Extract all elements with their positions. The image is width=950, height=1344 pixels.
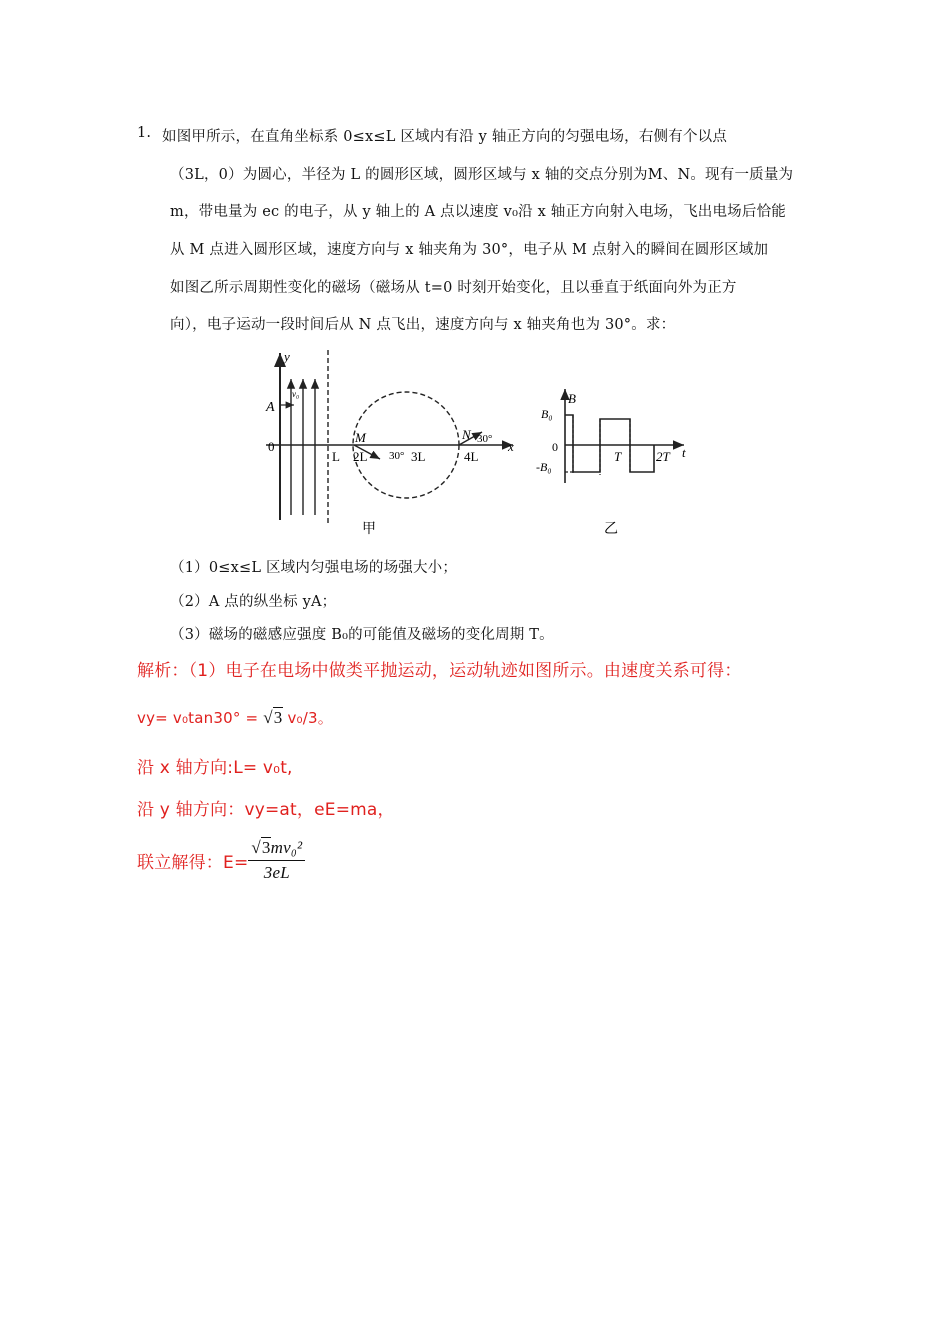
- label-x: x: [508, 439, 514, 454]
- label-2L: 2L: [353, 449, 368, 464]
- label-angle-N: 30°: [477, 433, 493, 445]
- solution-vy-post: v₀/3。: [282, 709, 333, 727]
- label-B: B: [568, 391, 576, 406]
- problem-line-4: 从 M 点进入圆形区域，速度方向与 x 轴夹角为 30°，电子从 M 点射入的瞬间在圆形区域加: [170, 242, 769, 258]
- label-origin: 0: [268, 439, 275, 454]
- problem-line-1: 如图甲所示，在直角坐标系 0≤x≤L 区域内有沿 y 轴正方向的匀强电场，右侧有个以点: [162, 129, 728, 145]
- label-A: A: [266, 400, 275, 415]
- question-2: （2）A 点的纵坐标 yA；: [170, 594, 337, 610]
- label-angle-M: 30°: [389, 450, 405, 462]
- label-origin-yi: 0: [552, 440, 558, 454]
- solution-sqrt3: 3: [273, 708, 283, 727]
- label-t: t: [682, 445, 686, 460]
- problem-line-5: 如图乙所示周期性变化的磁场（磁场从 t=0 时刻开始变化，且以垂直于纸面向外为正方: [170, 280, 737, 296]
- caption-jia: 甲: [362, 522, 376, 537]
- label-B0: B₀: [541, 407, 553, 421]
- solution-vy-pre: vy= v₀tan30° =: [137, 709, 259, 727]
- solution-E-fraction: $\frac{\text{√3mv₀²}}{3eL}$: [248, 838, 305, 883]
- solution-line-4: 沿 y 轴方向：vy=at，eE=ma，: [137, 800, 395, 820]
- question-1: （1）0≤x≤L 区域内匀强电场的场强大小；: [170, 560, 458, 576]
- label-neg-B0: -B₀: [536, 460, 552, 474]
- label-T: T: [614, 449, 622, 464]
- label-y: y: [284, 349, 290, 364]
- label-v0: v₀: [292, 389, 300, 399]
- B-waveform: [565, 415, 654, 472]
- solution-line-1: 解析：（1）电子在电场中做类平抛运动，运动轨迹如图所示。由速度关系可得：: [137, 661, 742, 681]
- frac-sqrt3: 3: [261, 838, 271, 857]
- problem-line-2: （3L，0）为圆心，半径为 L 的圆形区域，圆形区域与 x 轴的交点分别为M、N。现有一质量为: [170, 167, 794, 183]
- question-3: （3）磁场的磁感应强度 B₀的可能值及磁场的变化周期 T。: [170, 627, 554, 643]
- label-2T: 2T: [656, 449, 670, 464]
- label-3L: 3L: [411, 449, 426, 464]
- solution-E-label: 联立解得：E=: [137, 853, 249, 873]
- figure-yi: [532, 345, 692, 540]
- figure-jia: [258, 345, 528, 540]
- label-L: L: [332, 449, 340, 464]
- problem-number: 1.: [137, 125, 152, 141]
- solution-line-2: vy= v₀tan30° = √3 v₀/3。: [137, 708, 333, 727]
- problem-line-6: 向），电子运动一段时间后从 N 点飞出，速度方向与 x 轴夹角也为 30°。求：: [170, 317, 676, 333]
- problem-line-3: m，带电量为 ec 的电子，从 y 轴上的 A 点以速度 v₀沿 x 轴正方向射入电场，飞出电场后恰能: [170, 204, 786, 220]
- solution-line-5: [137, 838, 305, 883]
- frac-den: 3eL: [263, 863, 290, 882]
- label-M: M: [355, 430, 366, 445]
- frac-num-rest: mv₀²: [270, 838, 303, 857]
- label-N: N: [462, 427, 471, 442]
- label-4L: 4L: [464, 449, 479, 464]
- solution-line-3: 沿 x 轴方向:L= v₀t,: [137, 758, 293, 778]
- caption-yi: 乙: [604, 522, 618, 537]
